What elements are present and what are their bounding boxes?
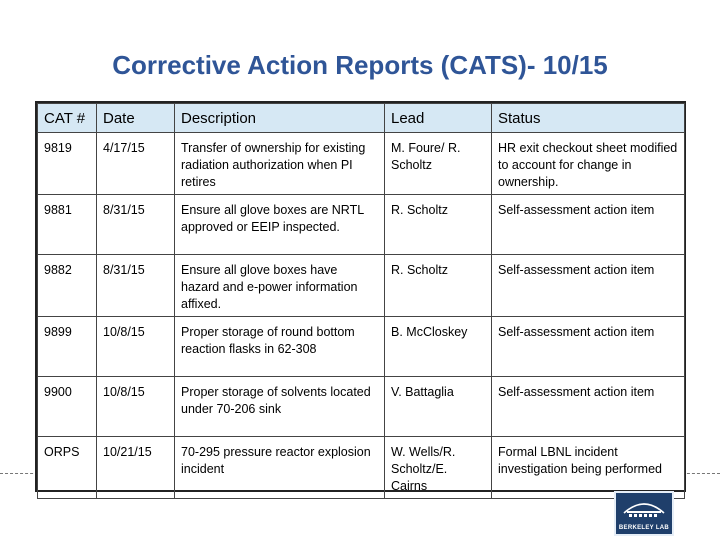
cell-lead: R. Scholtz	[385, 255, 492, 317]
table-row	[38, 377, 685, 437]
table-row	[38, 195, 685, 255]
berkeley-lab-logo	[614, 491, 674, 536]
cell-lead: V. Battaglia	[385, 377, 492, 437]
cell-description: Proper storage of solvents located under 70-206 sink	[175, 377, 385, 437]
cell-status: Formal LBNL incident investigation being performed	[492, 437, 685, 499]
table-row	[38, 437, 685, 499]
logo-text: BERKELEY LAB	[618, 525, 670, 531]
page-title: Corrective Action Reports (CATS)- 10/15	[112, 50, 608, 80]
cell-cat: ORPS	[38, 437, 97, 499]
header-description: Description	[175, 104, 385, 133]
cell-status: Self-assessment action item	[492, 317, 685, 377]
cell-description: Ensure all glove boxes have hazard and e-power information affixed.	[175, 255, 385, 317]
cell-date: 10/8/15	[97, 377, 175, 437]
cell-cat: 9882	[38, 255, 97, 317]
header-date: Date	[97, 104, 175, 133]
cell-lead: M. Foure/ R. Scholtz	[385, 133, 492, 195]
cell-lead: R. Scholtz	[385, 195, 492, 255]
cats-table	[37, 103, 685, 499]
cell-lead: B. McCloskey	[385, 317, 492, 377]
cell-date: 8/31/15	[97, 255, 175, 317]
table-row	[38, 255, 685, 317]
cell-description: Transfer of ownership for existing radiation authorization when PI retires	[175, 133, 385, 195]
header-status: Status	[492, 104, 685, 133]
berkeley-lab-logo-icon	[616, 493, 672, 523]
cell-date: 10/21/15	[97, 437, 175, 499]
cell-date: 10/8/15	[97, 317, 175, 377]
cell-description: Ensure all glove boxes are NRTL approved or EEIP inspected.	[175, 195, 385, 255]
cell-date: 8/31/15	[97, 195, 175, 255]
cell-date: 4/17/15	[97, 133, 175, 195]
table-header-row	[38, 104, 685, 133]
table-row	[38, 133, 685, 195]
cell-description: 70-295 pressure reactor explosion incident	[175, 437, 385, 499]
table-row	[38, 317, 685, 377]
cell-lead: W. Wells/R. Scholtz/E. Cairns	[385, 437, 492, 499]
cell-status: Self-assessment action item	[492, 255, 685, 317]
cell-status: Self-assessment action item	[492, 377, 685, 437]
header-lead: Lead	[385, 104, 492, 133]
header-cat: CAT #	[38, 104, 97, 133]
cell-status: Self-assessment action item	[492, 195, 685, 255]
cats-table-container	[35, 101, 686, 492]
cell-description: Proper storage of round bottom reaction flasks in 62-308	[175, 317, 385, 377]
cell-status: HR exit checkout sheet modified to account for change in ownership.	[492, 133, 685, 195]
cell-cat: 9819	[38, 133, 97, 195]
cell-cat: 9899	[38, 317, 97, 377]
cell-cat: 9881	[38, 195, 97, 255]
cell-cat: 9900	[38, 377, 97, 437]
